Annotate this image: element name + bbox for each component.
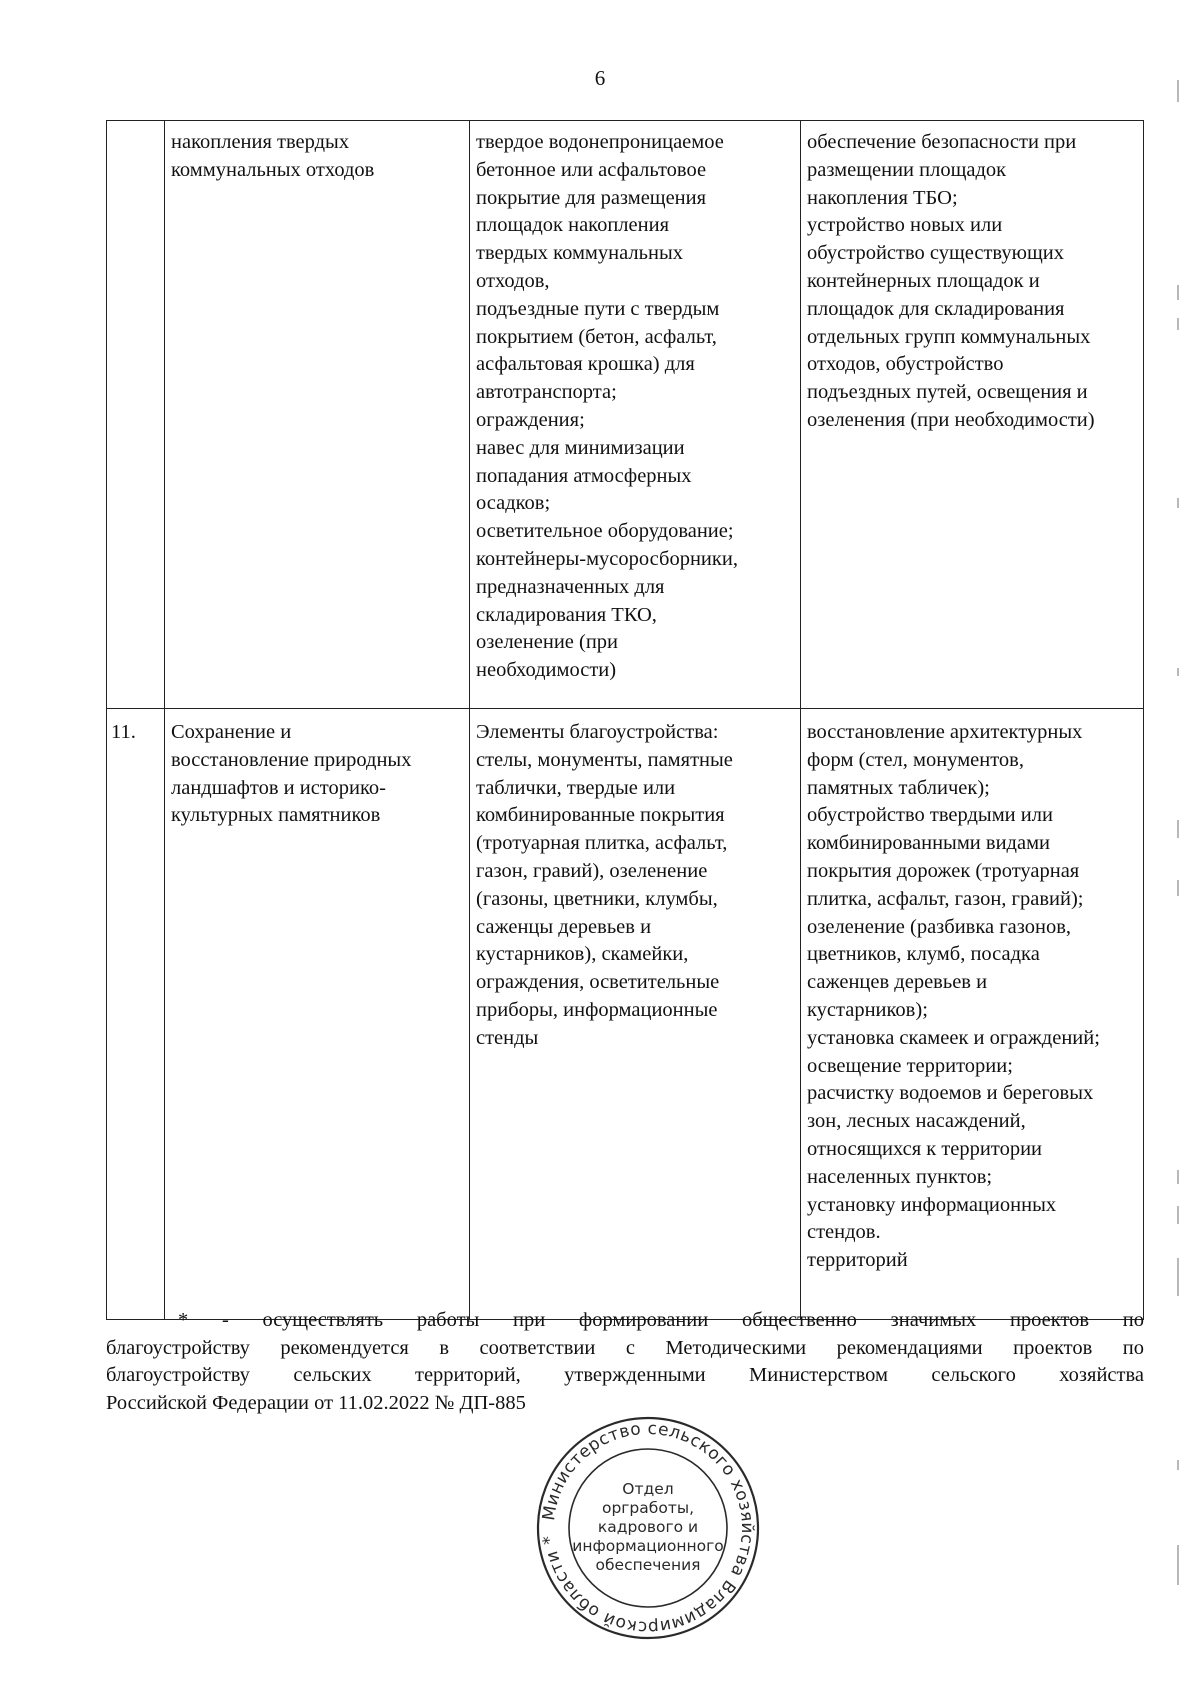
cell-line: приборы, информационные <box>476 998 718 1021</box>
cell-line: кустарников); <box>807 998 928 1021</box>
cell-line: обустройство существующих <box>807 242 1064 265</box>
cell-line: накопления ТБО; <box>807 186 958 209</box>
cell-line: контейнеры-мусоросборники, <box>476 547 738 570</box>
cell-line: коммунальных отходов <box>171 158 375 181</box>
cell-line: покрытием (бетон, асфальт, <box>476 325 717 348</box>
cell-line: ограждения; <box>476 408 585 431</box>
cell-line: размещении площадок <box>807 158 1007 181</box>
cell-line: расчистку водоемов и береговых <box>807 1082 1094 1105</box>
cell-line: навес для минимизации <box>476 436 685 459</box>
cell-line: саженцев деревьев и <box>807 971 988 994</box>
stamp-center-line: информационного <box>572 1537 724 1555</box>
cell-line: подъездные пути с твердым <box>476 297 720 320</box>
cell-line: (газоны, цветники, клумбы, <box>476 887 718 910</box>
scan-edge-marks <box>1172 0 1184 1686</box>
elements-cell <box>470 709 801 1320</box>
cell-line: площадок для складирования <box>807 297 1065 320</box>
cell-line: установка скамеек и ограждений; <box>807 1026 1100 1049</box>
stamp-center-line: Отдел <box>622 1480 674 1498</box>
cell-line: территорий <box>807 1249 908 1272</box>
stamp-ring-textpath: Министерство сельского хозяйства Владимирской области * <box>539 1418 758 1638</box>
cell-line: осадков; <box>476 492 551 515</box>
official-stamp <box>534 1414 762 1642</box>
works-cell <box>801 121 1144 709</box>
stamp-center-line: кадрового и <box>597 1518 699 1536</box>
footnote-line: благоустройству рекомендуется в соответствии с Методическими рекомендациями проектов по <box>106 1336 1144 1359</box>
cell-line: плитка, асфальт, газон, гравий); <box>807 887 1084 910</box>
cell-line: асфальтовая крошка) для <box>476 353 695 376</box>
cell-line: покрытие для размещения <box>476 186 707 209</box>
cell-line: восстановление природных <box>171 748 412 771</box>
cell-line: (тротуарная плитка, асфальт, <box>476 832 728 855</box>
cell-line: осветительное оборудование; <box>476 520 734 543</box>
footnote-line: * - осуществлять работы при формировании общественно значимых проектов по <box>178 1309 1144 1331</box>
cell-line: памятных табличек); <box>807 776 990 799</box>
cell-line: озеленения (при необходимости) <box>807 408 1095 431</box>
cell-line: Сохранение и <box>171 721 292 743</box>
cell-line: стелы, монументы, памятные <box>476 748 733 771</box>
cell-line: цветников, клумб, посадка <box>807 943 1040 966</box>
footnote-line: благоустройству сельских территорий, утвержденными Министерством сельского хозяйства <box>106 1364 1144 1386</box>
cell-line: комбинированными видами <box>807 832 1051 855</box>
table-row <box>107 121 1144 709</box>
cell-line: стендов. <box>807 1221 881 1244</box>
cell-line: газон, гравий), озеленение <box>476 859 708 882</box>
cell-line: отходов, <box>476 269 550 292</box>
cell-line: культурных памятников <box>171 804 381 827</box>
cell-line: автотранспорта; <box>476 381 617 404</box>
cell-line: покрытия дорожек (тротуарная <box>807 859 1080 882</box>
cell-line: восстановление архитектурных <box>807 721 1083 743</box>
cell-line: комбинированные покрытия <box>476 804 725 827</box>
cell-line: устройство новых или <box>807 214 1003 237</box>
cell-line: твердых коммунальных <box>476 242 683 265</box>
cell-line: населенных пунктов; <box>807 1165 993 1188</box>
cell-line: складирования ТКО, <box>476 603 657 626</box>
cell-line: бетонное или асфальтовое <box>476 158 707 181</box>
stamp-center-line: обеспечения <box>595 1556 701 1574</box>
activity-name-cell <box>165 709 470 1320</box>
cell-line: предназначенных для <box>476 575 665 598</box>
cell-line: ограждения, осветительные <box>476 971 720 994</box>
footnote-line: Российской Федерации от 11.02.2022 № ДП-885 <box>106 1391 526 1414</box>
cell-line: зон, лесных насаждений, <box>807 1110 1026 1133</box>
cell-line: твердое водонепроницаемое <box>476 131 724 153</box>
works-cell <box>801 709 1144 1320</box>
footnote <box>106 1307 1144 1417</box>
cell-line: таблички, твердые или <box>476 776 676 799</box>
stamp-seal <box>534 1414 762 1642</box>
row-number-cell <box>107 121 165 709</box>
cell-line: необходимости) <box>476 659 617 682</box>
cell-line: ландшафтов и историко- <box>171 776 386 799</box>
cell-line: обустройство твердыми или <box>807 804 1053 827</box>
table-row <box>107 709 1144 1320</box>
cell-line: кустарников), скамейки, <box>476 943 689 966</box>
cell-line: относящихся к территории <box>807 1137 1043 1160</box>
cell-line: отходов, обустройство <box>807 353 1004 376</box>
stamp-center-line: оргработы, <box>601 1499 695 1517</box>
cell-line: освещение территории; <box>807 1054 1013 1077</box>
cell-line: Элементы благоустройства: <box>476 721 719 743</box>
cell-line: установку информационных <box>807 1193 1057 1216</box>
cell-line: форм (стел, монументов, <box>807 748 1024 771</box>
cell-line: саженцы деревьев и <box>476 915 652 938</box>
cell-line: попадания атмосферных <box>476 464 692 487</box>
cell-line: подъездных путей, освещения и <box>807 381 1088 404</box>
cell-line: отдельных групп коммунальных <box>807 325 1091 348</box>
page-number: 6 <box>594 66 606 90</box>
cell-line: площадок накопления <box>476 214 670 237</box>
elements-cell <box>470 121 801 709</box>
cell-line: накопления твердых <box>171 131 350 153</box>
cell-line: стенды <box>476 1026 539 1049</box>
cell-line: озеленение (разбивка газонов, <box>807 915 1071 938</box>
row-number-cell: 11. <box>107 709 165 1320</box>
activity-name-cell <box>165 121 470 709</box>
cell-line: озеленение (при <box>476 631 619 654</box>
cell-line: контейнерных площадок и <box>807 269 1040 292</box>
measures-table <box>106 120 1144 1320</box>
cell-line: обеспечение безопасности при <box>807 131 1077 153</box>
